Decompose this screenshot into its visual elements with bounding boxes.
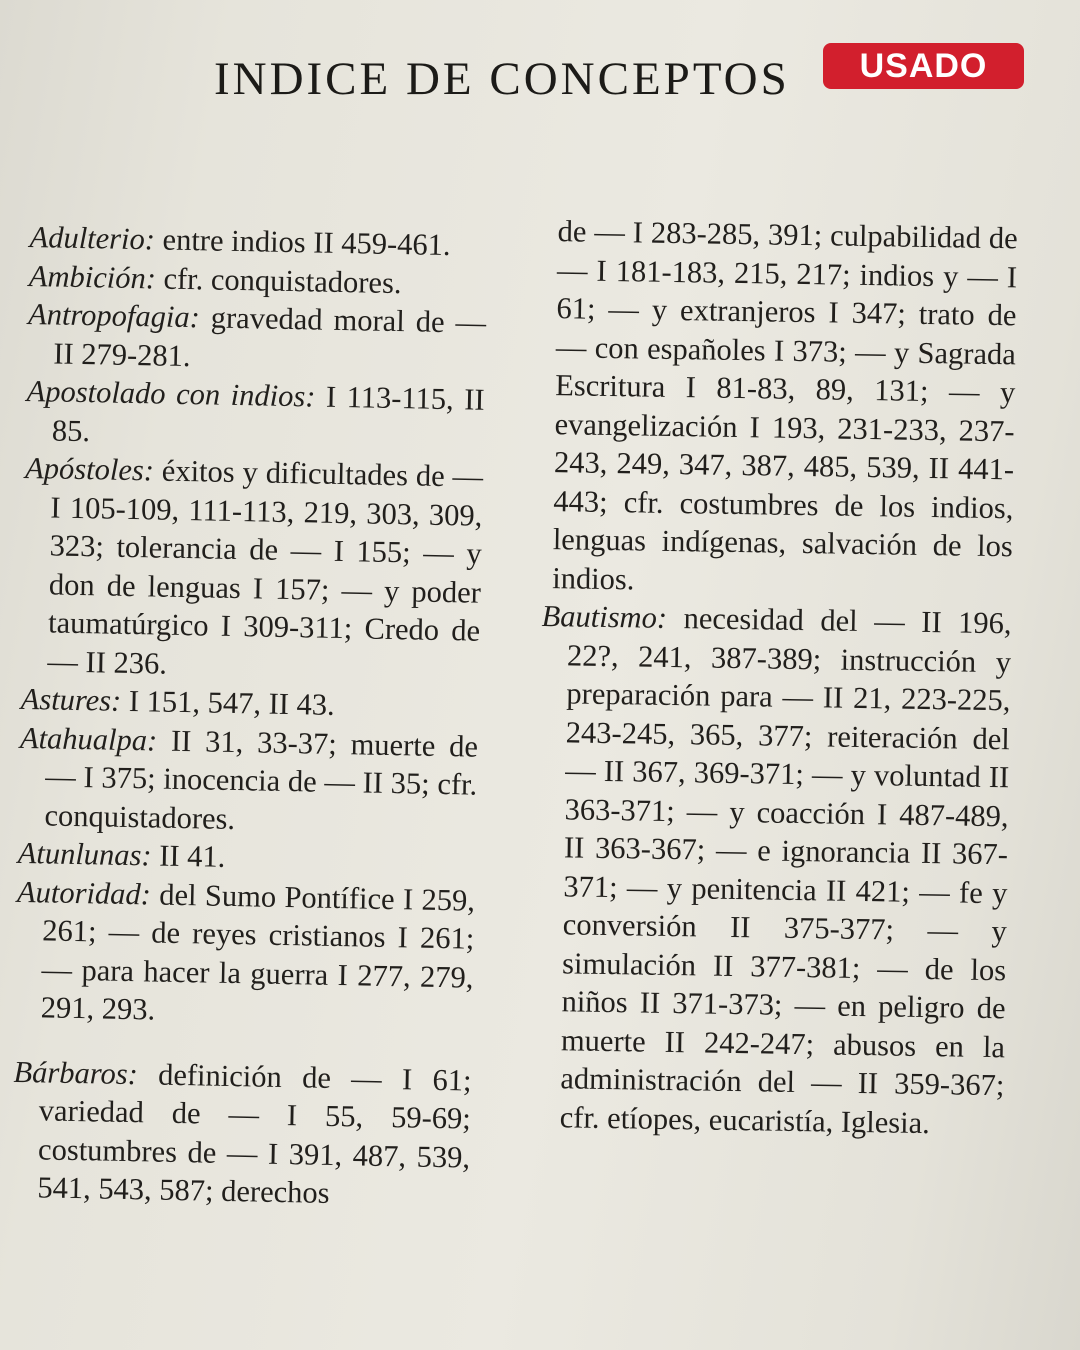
entry-references: necesidad del — II 196, 22?, 241, 387-389; instrucción y preparación para — II 21, 223-225, 243-245, 365, 377; reiteración del — II 367, 369-371; — y voluntad II 363-371; — y coacción I 487-489, II 363-367; — e ignorancia II 367-371; — y penitencia II 421; — fe y conversión II 375-377; — y simulación II 377-381; — de los niños II 371-373; — en peligro de muerte II 242-247; abusos en la administración del — II 359-367; cfr. etíopes, eucaristía, Iglesia.: [559, 600, 1012, 1140]
index-column-left: [11, 218, 488, 1215]
entry-references: definición de — I 61; variedad de — I 55, 59-69; costumbres de — I 391, 487, 539, 541, 543, 587; derechos: [37, 1056, 472, 1210]
index-entry: [14, 872, 475, 1035]
entry-term: Apostolado con indios:: [26, 373, 316, 414]
entry-term: Bárbaros:: [13, 1054, 139, 1091]
entry-term: Astures:: [20, 681, 122, 718]
entry-term: Bautismo:: [541, 598, 668, 635]
index-entry: [27, 295, 486, 381]
entry-references: entre indios II 459-461.: [154, 222, 451, 263]
entry-term: Antropofagia:: [27, 296, 201, 335]
entry-references: II 41.: [151, 838, 226, 874]
entry-references: I 151, 547, II 43.: [120, 683, 336, 722]
index-entry: [18, 718, 478, 842]
index-entry: [533, 597, 1011, 1143]
entry-references: de — I 283-285, 391; culpabilidad de — I 181-183, 215, 217; indios y — I 61; — y extranjeros I 347; trato de — con españoles I 373; — y Sagrada Escritura I 81-83, 89, 131; — y evangelización I 193, 231-233, 237-243, 249, 347, 387, 485, 539, II 441-443; cfr. costumbres de los indios, lenguas indígenas, salvación de los indios.: [551, 214, 1018, 596]
index-entry: [21, 449, 483, 689]
used-condition-badge: USADO: [823, 43, 1024, 89]
entry-term: Ambición:: [28, 258, 157, 295]
entry-term: Atahualpa:: [19, 720, 158, 758]
entry-term: Apóstoles:: [24, 450, 155, 488]
index-entry: [11, 1052, 472, 1215]
entry-references: cfr. conquistadores.: [155, 260, 402, 300]
entry-references: II 31, 33-37; muerte de — I 375; inocencia de — II 35; cfr. conquistadores.: [44, 723, 479, 836]
entry-references: I 113-115, II 85.: [51, 379, 485, 448]
entry-term: Adulterio:: [29, 219, 156, 257]
entry-references: gravedad moral de — II 279-281.: [53, 300, 487, 373]
entry-references: éxitos y dificultades de — I 105-109, 111-113, 219, 303, 309, 323; tolerancia de — I 155; — y don de lenguas I 157; — y poder taumatúrgico I 309-311; Credo de — II 236.: [47, 453, 484, 681]
entry-term: Autoridad:: [16, 874, 152, 911]
index-entry: [26, 372, 485, 458]
index-column-right: [533, 212, 1017, 1143]
entry-term: Atunlunas:: [17, 835, 152, 873]
page-title: INDICE DE CONCEPTOS: [214, 53, 790, 105]
index-entry-continued: [542, 212, 1018, 604]
entry-references: del Sumo Pontífice I 259, 261; — de reyes cristianos I 261; — para hacer la guerra I 277, 279, 291, 293.: [40, 876, 476, 1027]
